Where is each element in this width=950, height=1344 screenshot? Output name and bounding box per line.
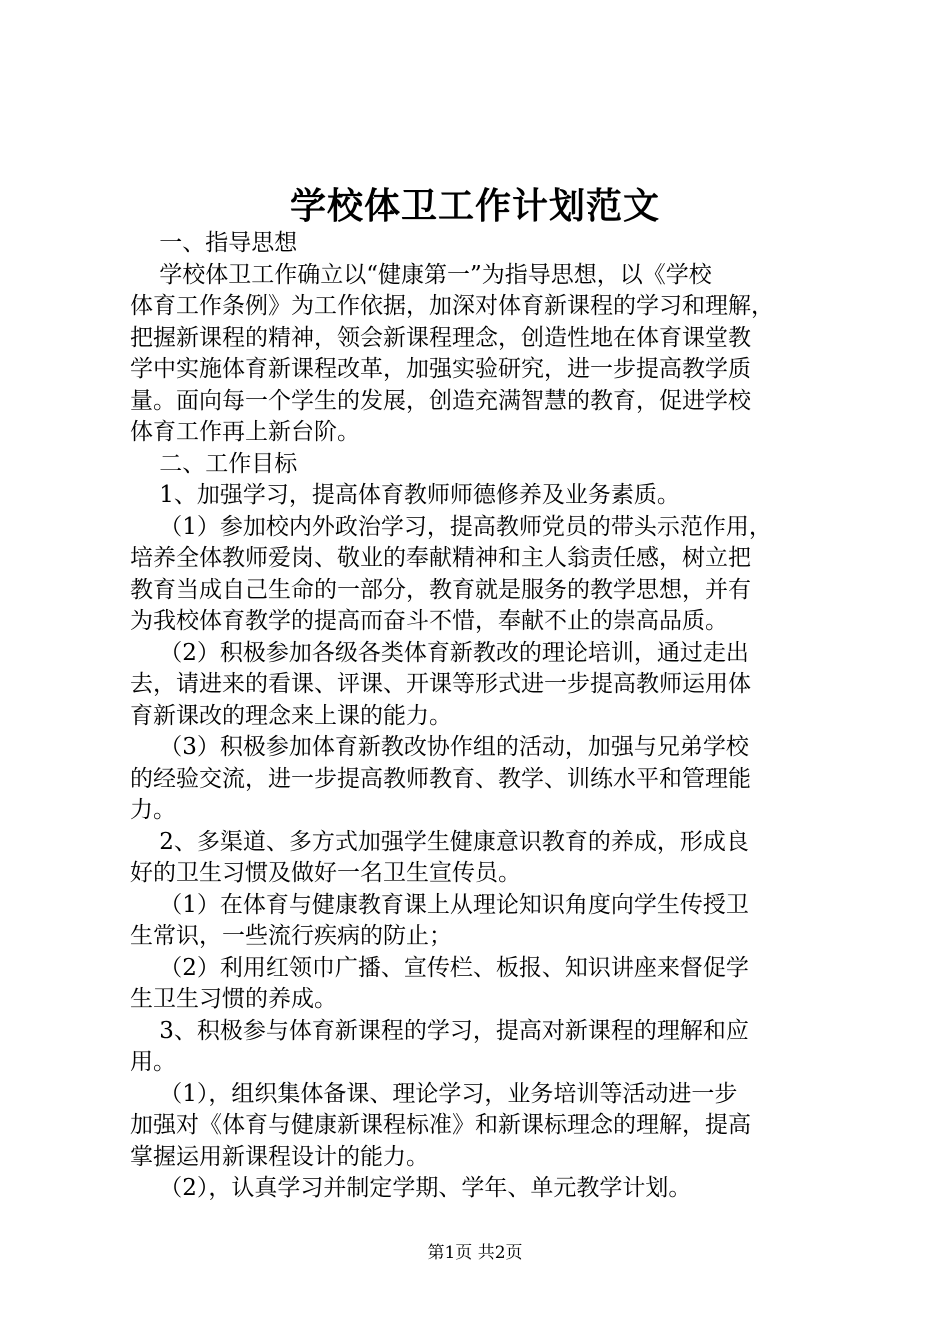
text-line: 生卫生习惯的养成。 <box>130 986 337 1012</box>
text-line: 力。 <box>130 797 176 823</box>
text-line: 的经验交流，进一步提高教师教育、教学、训练水平和管理能 <box>130 765 751 792</box>
text-line: 体育工作再上新台阶。 <box>130 419 360 445</box>
text-line: 掌握运用新课程设计的能力。 <box>130 1143 429 1170</box>
text-line: 加强对《体育与健康新课程标准》和新课标理念的理解，提高 <box>130 1112 751 1138</box>
text-line: 量。面向每一个学生的发展，创造充满智慧的教育，促进学校 <box>130 387 751 414</box>
text-line: 育新课改的理念来上课的能力。 <box>130 702 452 729</box>
text-line: 1、加强学习，提高体育教师师德修养及业务素质。 <box>130 482 680 508</box>
text-line: （1），组织集体备课、理论学习，业务培训等活动进一步 <box>130 1080 738 1107</box>
text-line: 用。 <box>130 1049 176 1075</box>
text-line: （1）在体育与健康教育课上从理论知识角度向学生传授卫 <box>130 891 749 918</box>
text-line: （2）积极参加各级各类体育新教改的理论培训，通过走出 <box>130 639 749 666</box>
page-footer: 第1页 共2页 <box>427 1243 523 1263</box>
text-line: （2）利用红领巾广播、宣传栏、板报、知识讲座来督促学 <box>130 954 749 981</box>
text-line: （3）积极参加体育新教改协作组的活动，加强与兄弟学校 <box>130 734 749 760</box>
text-line: 体育工作条例》为工作依据，加深对体育新课程的学习和理解， <box>130 293 774 319</box>
document-body <box>130 228 840 1205</box>
text-line: 去，请进来的看课、评课、开课等形式进一步提高教师运用体 <box>130 671 751 697</box>
text-line: 学校体卫工作确立以“健康第一”为指导思想，以《学校 <box>130 261 712 288</box>
text-line: （2），认真学习并制定学期、学年、单元教学计划。 <box>130 1175 692 1201</box>
text-line: （1）参加校内外政治学习，提高教师党员的带头示范作用， <box>130 513 772 540</box>
text-line: 为我校体育教学的提高而奋斗不惜，奉献不止的崇高品质。 <box>130 608 728 634</box>
text-line: 把握新课程的精神，领会新课程理念，创造性地在体育课堂教 <box>130 324 751 351</box>
text-line: 二、工作目标 <box>130 450 298 477</box>
text-line: 学中实施体育新课程改革，加强实验研究，进一步提高教学质 <box>130 356 751 382</box>
text-line: 好的卫生习惯及做好一名卫生宣传员。 <box>130 860 521 886</box>
text-line: 生常识，一些流行疾病的防止； <box>130 923 452 949</box>
document-title: 学校体卫工作计划范文 <box>289 185 660 227</box>
text-line: 一、指导思想 <box>130 230 298 256</box>
text-line: 2、多渠道、多方式加强学生健康意识教育的养成，形成良 <box>130 828 749 855</box>
text-line: 培养全体教师爱岗、敬业的奉献精神和主人翁责任感，树立把 <box>130 545 751 571</box>
text-line: 3、积极参与体育新课程的学习，提高对新课程的理解和应 <box>130 1017 749 1044</box>
text-line: 教育当成自己生命的一部分，教育就是服务的教学思想，并有 <box>130 576 751 603</box>
